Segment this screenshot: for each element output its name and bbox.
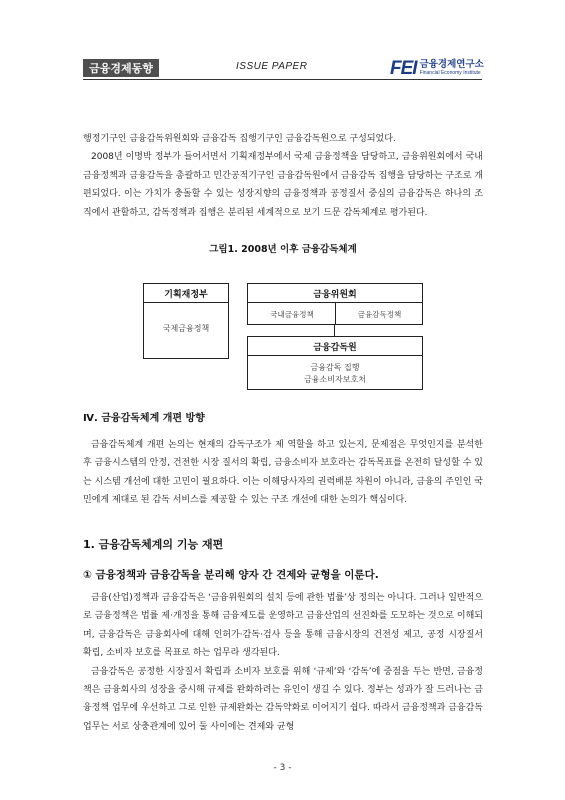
logo-korean-name: 금융경제연구소 xyxy=(419,59,484,71)
page-number: - 3 - xyxy=(273,763,292,773)
box-ministry-head: 기획재정부 xyxy=(144,284,228,303)
section-badge: 금융경제동향 xyxy=(83,59,159,77)
box-fsc-cell-domestic: 국내금융정책 xyxy=(270,309,314,319)
logo-english-name: Financial Economy Institute xyxy=(419,69,481,76)
issue-paper-label: ISSUE PAPER xyxy=(236,61,308,72)
fei-logo-text xyxy=(420,60,484,76)
section-heading: Ⅳ. 금융감독체계 개편 방향 xyxy=(83,413,205,424)
box-fsc-cell-supervision-policy: 금융감독정책 xyxy=(357,309,402,319)
subsection-heading: 1. 금융감독체계의 기능 재편 xyxy=(83,538,224,551)
intro-paragraph-2: 2008년 이명박 정부가 들어서면서 기획재정부에서 국제 금융정책을 담당하고, 금융위원회에서 국내 금융정책과 금융감독을 총괄하고 민간공적기구인 금융감독원에서 금융감독 집행을 담당하는 구조로 개편되었다. 이는 가치가 충돌할 수 있는 성장지향의 금융정책과 공정질서 중심의 금융감독은 하나의 조직에서 관할하고, 감독정책과 집행은 분리된 세계적으로 보기 드문 감독체계로 평가된다. xyxy=(83,152,483,218)
intro-text xyxy=(83,130,483,222)
section-text xyxy=(83,436,483,510)
subsection-paragraph-1: 금융(산업)정책과 금융감독은 ‘금융위원회의 설치 등에 관한 법률’상 정의는 아니다. 그러나 일반적으로 금융정책은 법률 제·개정을 통해 금융제도를 운영하고 금융산업의 선진화를 도모하는 것으로 이해되며, 금융감독은 금융회사에 대해 인허가·감독·검사 등을 통해 금융시장의 건전성 제고, 공정 시장질서 확립, 소비자 보호를 목표로 하는 업무라 생각된다. xyxy=(83,593,483,659)
section-paragraph: 금융감독체계 개편 논의는 현재의 감독구조가 제 역할을 하고 있는지, 문제점은 무엇인지를 분석한 후 금융시스템의 안정, 건전한 시장 질서의 확립, 금융소비자 보호라는 감독목표를 온전히 달성할 수 있는 시스템 개선에 대한 고민이 필요하다. 이는 이해당사자의 권력배분 차원이 아니라, 금융의 주인인 국민에게 제대로 된 감독 서비스를 제공할 수 있는 구조 개선에 대한 논의가 핵심이다. xyxy=(83,440,483,506)
box-fss-head: 금융감독원 xyxy=(248,337,422,356)
fei-logo xyxy=(390,57,484,79)
box-ministry-of-finance xyxy=(143,283,229,359)
box-financial-supervisory-service xyxy=(247,336,423,390)
box-fss-line-1: 금융감독 집행 xyxy=(310,363,360,372)
box-fsc-head: 금융위원회 xyxy=(248,284,422,303)
subsection-text xyxy=(83,589,483,736)
box-financial-services-commission xyxy=(247,283,423,325)
box-fss-line-2: 금융소비자보호처 xyxy=(304,375,366,384)
subsection-paragraph-2: 금융감독은 공정한 시장질서 확립과 소비자 보호를 위해 ‘규제’와 ‘감독’에 중점을 두는 반면, 금융정책은 금융회사의 성장을 중시해 규제를 완화하려는 유인이 생길 수 있다. 정부는 성과가 잘 드러나는 금융정책 업무에 우선하고 그로 인한 규제완화는 감독약화로 이어지기 쉽다. 따라서 금융정책과 금융감독 업무는 서로 상충관계에 있어 둘 사이에는 견제와 균형 xyxy=(83,666,483,732)
fei-logo-mark: FEI xyxy=(390,57,417,79)
diagram-connector xyxy=(334,325,335,336)
subsection-item-heading: ① 금융정책과 금융감독을 분리해 양자 간 견제와 균형을 이룬다. xyxy=(83,569,379,581)
box-fss-body xyxy=(248,356,422,386)
figure-title: 그림1. 2008년 이후 금융감독체계 xyxy=(209,244,357,255)
header-rule xyxy=(83,79,482,80)
intro-paragraph-1: 행정기구인 금융감독위원회와 금융감독 집행기구인 금융감독원으로 구성되었다. xyxy=(83,134,396,144)
box-ministry-body: 국제금융정책 xyxy=(162,324,210,333)
